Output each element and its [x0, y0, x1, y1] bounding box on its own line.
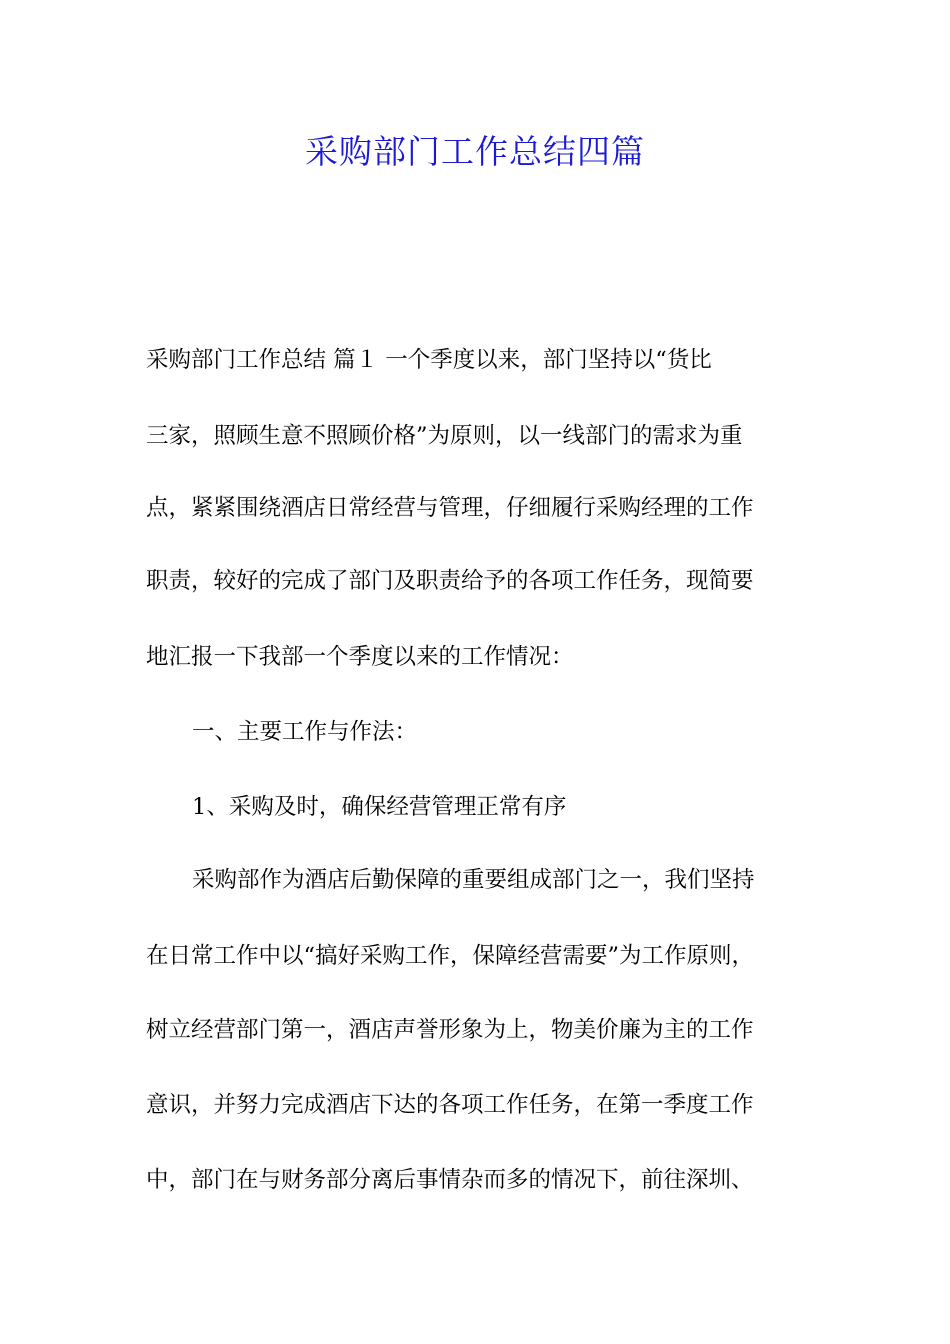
body-line-6: 采购部作为酒店后勤保障的重要组成部门之一，我们坚持: [192, 867, 755, 893]
body-line-4: 职责，较好的完成了部门及职责给予的各项工作任务，现简要: [146, 568, 754, 594]
subsection-heading-1: 1、采购及时，确保经营管理正常有序: [192, 794, 567, 820]
document-title: 采购部门工作总结四篇: [305, 132, 645, 171]
section-heading-1: 一、主要工作与作法：: [192, 719, 418, 745]
body-line-3: 点，紧紧围绕酒店日常经营与管理，仔细履行采购经理的工作: [146, 495, 754, 521]
body-line-5: 地汇报一下我部一个季度以来的工作情况：: [146, 644, 574, 670]
body-line-1: 采购部门工作总结 篇１ 一个季度以来，部门坚持以“货比: [146, 347, 712, 373]
body-line-9: 意识，并努力完成酒店下达的各项工作任务，在第一季度工作: [146, 1092, 754, 1118]
body-line-10: 中，部门在与财务部分离后事情杂而多的情况下，前往深圳、: [146, 1167, 754, 1193]
body-line-8: 树立经营部门第一，酒店声誉形象为上，物美价廉为主的工作: [146, 1017, 754, 1043]
body-line-2: 三家，照顾生意不照顾价格”为原则，以一线部门的需求为重: [146, 423, 743, 449]
body-line-7: 在日常工作中以“搞好采购工作，保障经营需要”为工作原则，: [146, 943, 755, 969]
